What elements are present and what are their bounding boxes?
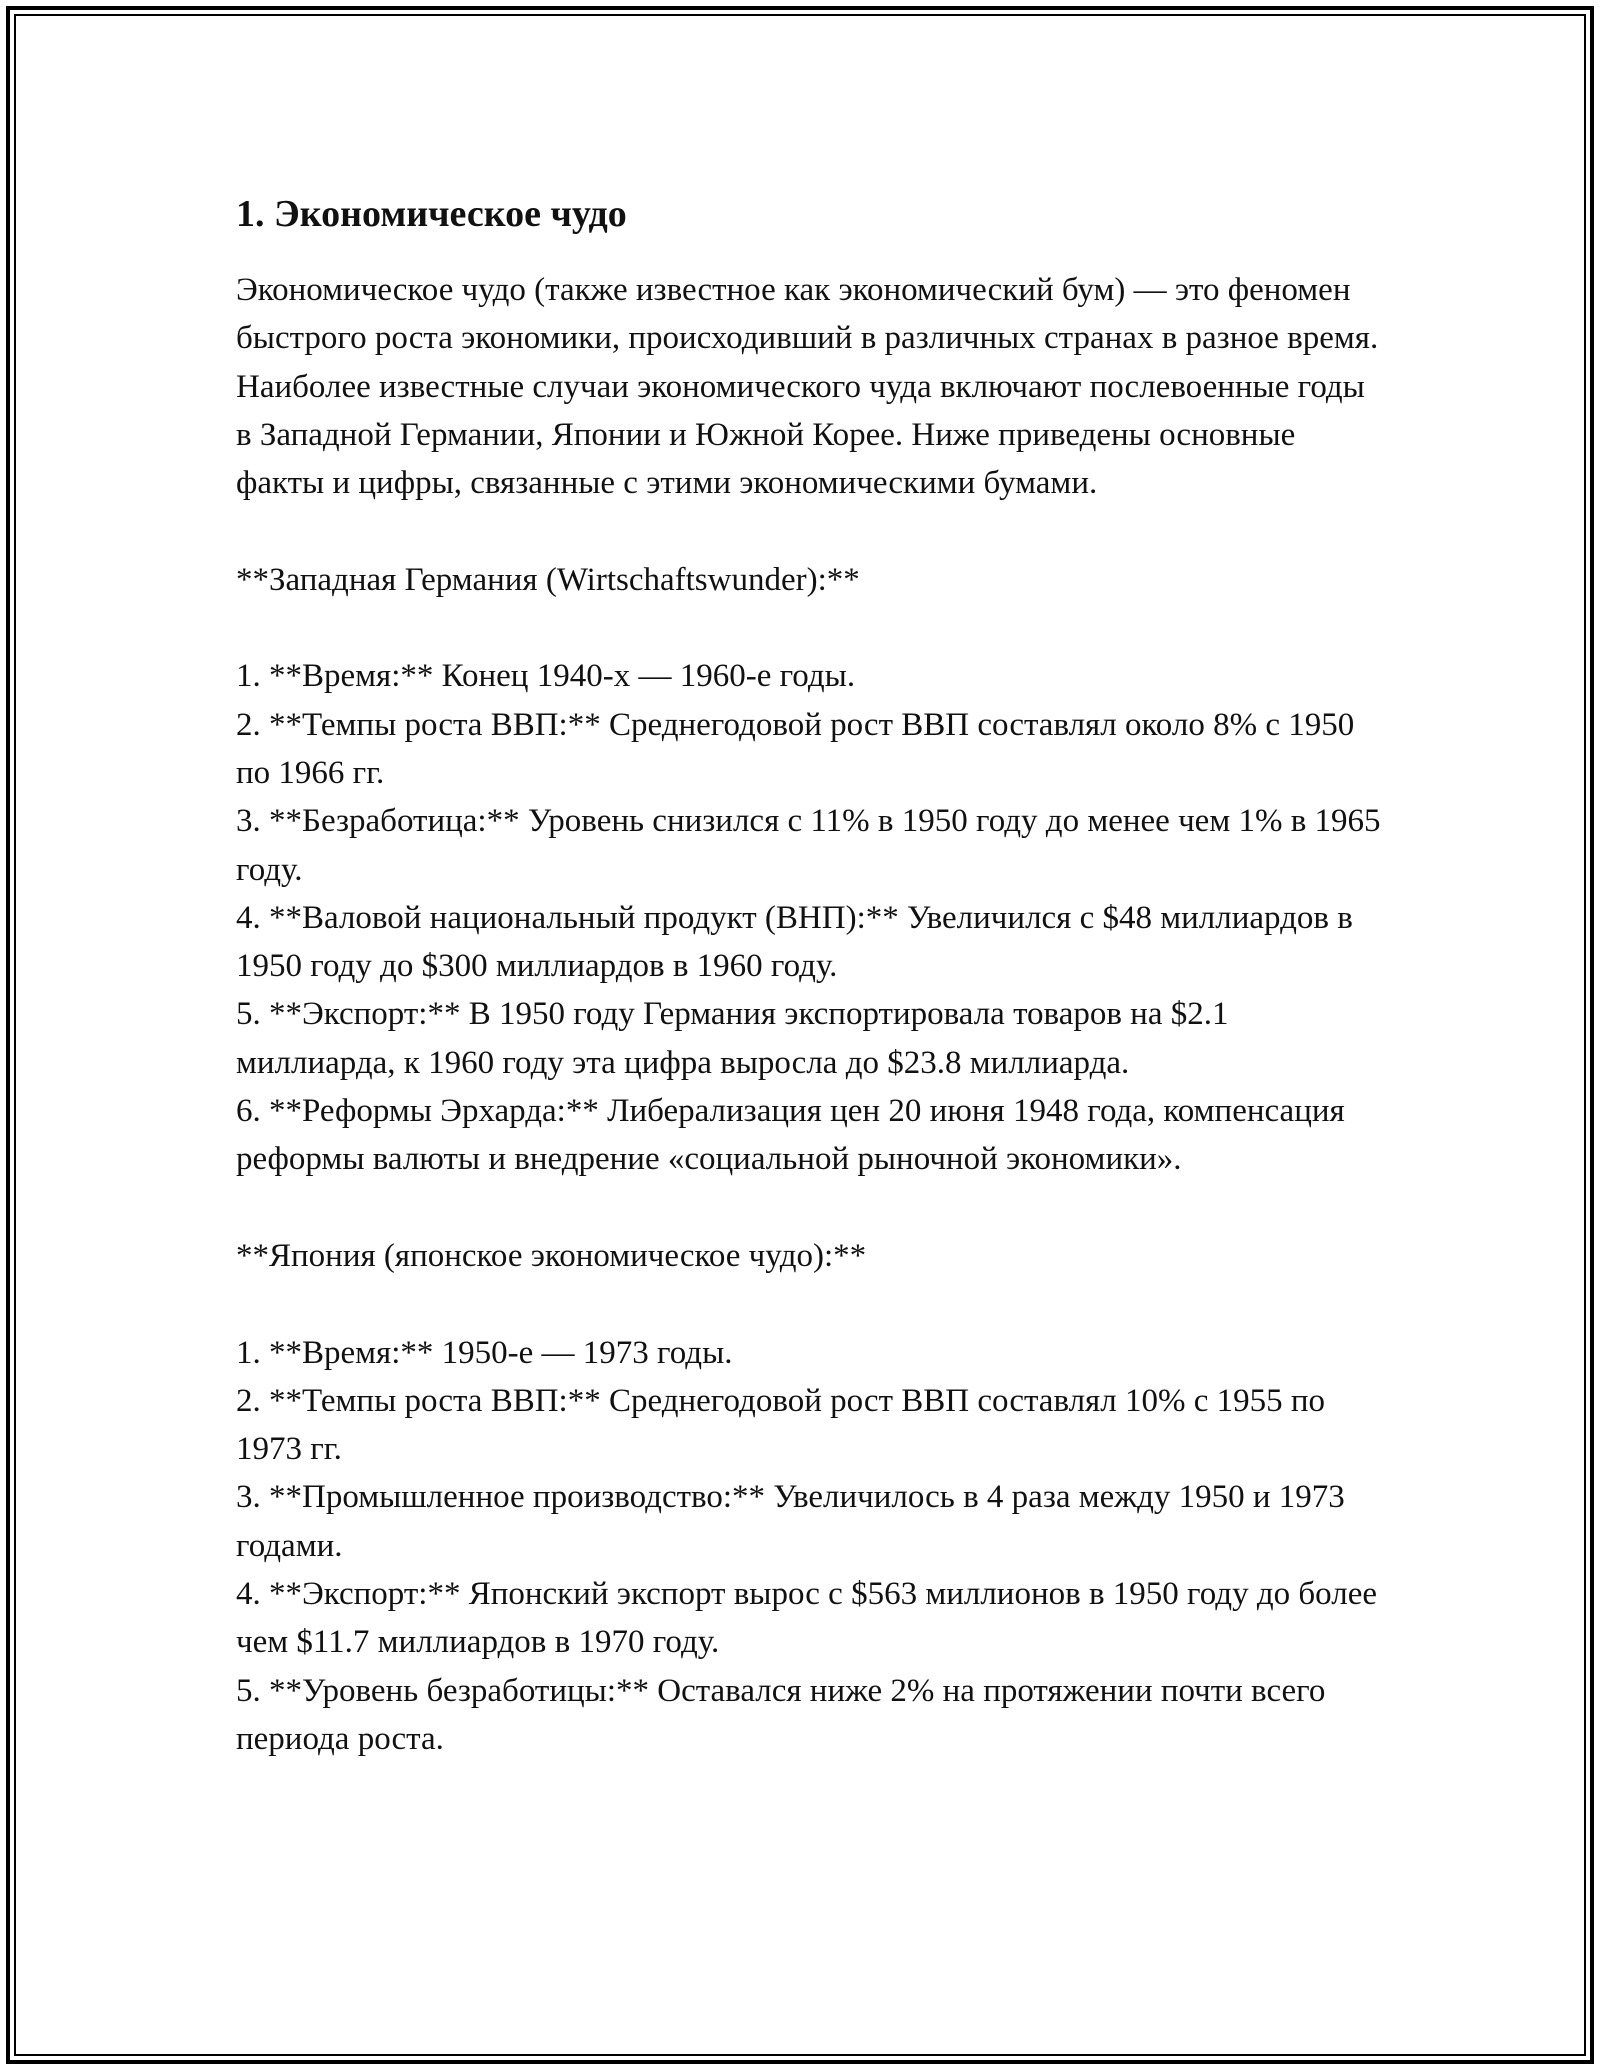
spacer [236,604,1386,652]
list-item: 2. **Темпы роста ВВП:** Среднегодовой рост ВВП составлял 10% с 1955 по 1973 гг. [236,1382,1325,1468]
section-heading-germany: **Западная Германия (Wirtschaftswunder):** [236,561,860,598]
list-item: 3. **Промышленное производство:** Увеличилось в 4 раза между 1950 и 1973 годами. [236,1479,1345,1564]
list-item: 1. **Время:** Конец 1940-х — 1960-е годы. [236,658,856,695]
spacer [236,1280,1386,1328]
list-item: 5. **Уровень безработицы:** Оставался ниже 2% на протяжении почти всего периода роста. [236,1672,1326,1757]
list-item: 5. **Экспорт:** В 1950 году Германия экспортировала товаров на $2.1 миллиарда, к 1960 году эта цифра выросла до $23.8 миллиарда. [236,996,1229,1081]
list-item: 3. **Безработица:** Уровень снизился с 11% в 1950 году до менее чем 1% в 1965 году. [236,803,1381,888]
list-item: 1. **Время:** 1950-е — 1973 годы. [236,1334,733,1371]
list-item: 2. **Темпы роста ВВП:** Среднегодовой рост ВВП составлял около 8% с 1950 по 1966 гг. [236,706,1355,791]
spacer [236,1184,1386,1232]
list-item: 4. **Валовой национальный продукт (ВНП):** Увеличился с $48 миллиардов в 1950 году до $300 миллиардов в 1960 году. [236,899,1353,985]
spacer [236,507,1386,555]
list-item: 4. **Экспорт:** Японский экспорт вырос с $563 миллионов в 1950 году до более чем $11.7 миллиардов в 1970 году. [236,1576,1377,1661]
section-heading-japan: **Япония (японское экономическое чудо):** [236,1237,867,1274]
list-item: 6. **Реформы Эрхарда:** Либерализация цен 20 июня 1948 года, компенсация реформы валюты и внедрение «социальной рыночной экономики». [236,1093,1345,1178]
document-body [236,190,1386,1763]
intro-paragraph: Экономическое чудо (также известное как экономический бум) — это феномен быстрого роста экономики, происходивший в различных странах в разное время. Наиболее известные случаи экономического чуда включают послевоенные годы в Западной Германии, Японии и Южной Корее. Ниже приведены основные факты и цифры, связанные с этими экономическими бумами. [236,272,1379,502]
document-title: 1. Экономическое чудо [236,193,627,235]
